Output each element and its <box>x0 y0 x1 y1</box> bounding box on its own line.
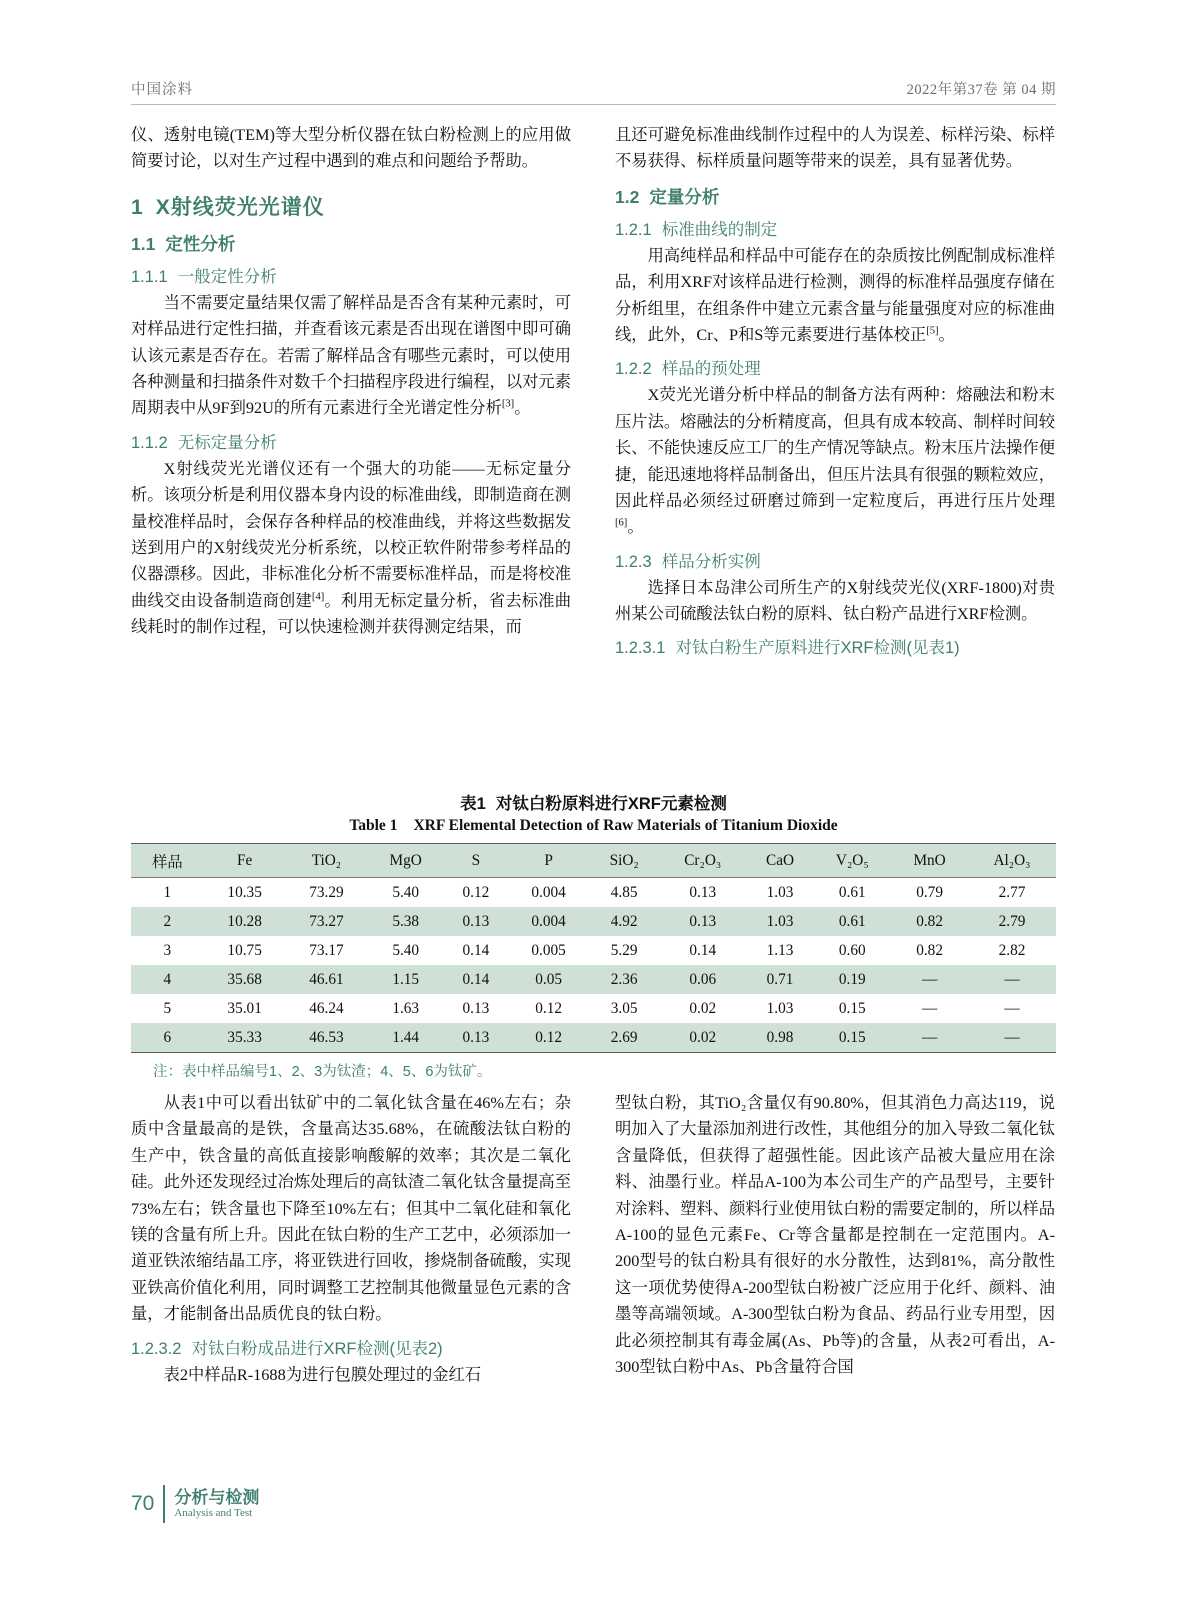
table-cell: 5.40 <box>392 884 420 901</box>
table-cell: 1.63 <box>392 1000 420 1017</box>
heading-1-2-3-2-number: 1.2.3.2 <box>131 1339 182 1358</box>
table-cell: 0.005 <box>531 942 566 959</box>
table-cell: 0.61 <box>838 913 866 930</box>
top-columns <box>131 122 1056 661</box>
table-row <box>131 907 1056 936</box>
table-cell: 10.75 <box>227 942 262 959</box>
table-header-row <box>131 844 1056 878</box>
table-1-block <box>131 790 1056 1081</box>
table-1-label-en: Table 1 <box>349 817 398 834</box>
heading-1-2-1-number: 1.2.1 <box>615 220 652 239</box>
table-cell: 0.06 <box>689 971 717 988</box>
table-cell: 4.92 <box>610 913 638 930</box>
table-cell: 0.02 <box>689 1000 717 1017</box>
table-cell: 0.14 <box>462 942 490 959</box>
table-cell: 2.82 <box>998 942 1026 959</box>
paragraph-qualitative-text: 当不需要定量结果仅需了解样品是否含有某种元素时，可对样品进行定性扫描，并查看该元素是否出现在谱图中即可确认该元素是否存在。若需了解样品含有哪些元素时，可以使用各种测量和扫描条件对数千个扫描程序段进行编程，以对元素周期表中从9F到92U的所有元素进行全光谱定性分析 <box>131 292 571 418</box>
heading-1-2-title: 定量分析 <box>649 186 720 207</box>
right-column-bottom <box>615 1090 1055 1388</box>
heading-1-2-3-1 <box>615 634 1055 658</box>
table-1 <box>131 843 1056 1053</box>
table-cell: — <box>921 1000 938 1017</box>
table-cell: 0.12 <box>462 884 490 901</box>
table-cell: 1.13 <box>766 942 794 959</box>
left-column-bottom <box>131 1090 571 1388</box>
left-column-top <box>131 122 571 661</box>
paragraph-pretreatment-text: X荧光光谱分析中样品的制备方法有两种：熔融法和粉末压片法。熔融法的分析精度高，但具有成本较高、制样时间较长、不能快速反应工厂的生产情况等缺点。粉末压片法操作便捷，能迅速地将样品制备出，但压片法具有很强的颗粒效应，因此样品必须经过研磨过筛到一定粒度后，再进行压片处理 <box>615 385 1055 510</box>
table-cell: — <box>921 971 938 988</box>
table-cell: 0.14 <box>462 971 490 988</box>
heading-1-1-1-title: 一般定性分析 <box>177 267 277 286</box>
table-1-note: 注：表中样品编号1、2、3为钛渣；4、5、6为钛矿。 <box>153 1064 492 1080</box>
heading-1-1-title: 定性分析 <box>165 233 236 254</box>
paragraph-qualitative <box>131 290 571 422</box>
paragraph-table2-intro: 表2中样品R-1688为进行包膜处理过的金红石 <box>163 1364 482 1384</box>
table-col-header: Cr₂O₃ <box>659 844 747 878</box>
table-cell: — <box>1004 1000 1020 1017</box>
table-cell: 2 <box>163 913 172 930</box>
table-cell: 2.69 <box>590 1023 659 1053</box>
paragraph-calibration <box>615 243 1055 349</box>
table-cell: 0.02 <box>659 1023 747 1053</box>
table-cell: 0.13 <box>444 1023 508 1053</box>
table-cell: 0.12 <box>535 1000 562 1017</box>
table-cell: 5.38 <box>392 913 420 930</box>
table-col-header: MgO <box>367 844 444 878</box>
heading-1-2-2 <box>615 355 1055 379</box>
table-col-header: MnO <box>891 844 968 878</box>
table-cell: 1.44 <box>367 1023 444 1053</box>
paragraph-calibration-tail: 。 <box>938 324 955 344</box>
heading-1-1-1 <box>131 263 571 287</box>
table-cell: 0.12 <box>508 1023 590 1053</box>
table-cell: 6 <box>131 1023 204 1053</box>
table-cell: 0.82 <box>916 913 943 930</box>
table-1-body <box>131 878 1056 1053</box>
table-row <box>131 994 1056 1023</box>
right-column-top <box>615 122 1055 661</box>
heading-1-2-number: 1.2 <box>615 186 640 207</box>
page-number: 70 <box>131 1492 155 1515</box>
footer-section-en: Analysis and Test <box>174 1507 253 1520</box>
table-col-header: SiO₂ <box>590 844 659 878</box>
table-cell: 2.36 <box>610 971 638 988</box>
table-cell: 73.29 <box>309 884 344 901</box>
table-row <box>131 878 1056 908</box>
table-cell: 0.14 <box>689 942 717 959</box>
table-cell: 46.24 <box>309 1000 344 1017</box>
table-cell: 0.98 <box>747 1023 814 1053</box>
table-cell: 0.19 <box>838 971 866 988</box>
table-cell: 4.85 <box>610 884 638 901</box>
heading-section-1 <box>131 191 571 221</box>
table-cell: 1.03 <box>766 1000 794 1017</box>
heading-1-1-2 <box>131 429 571 453</box>
table-cell: 0.60 <box>838 942 866 959</box>
table-cell: 46.61 <box>309 971 344 988</box>
table-cell: — <box>891 1023 968 1053</box>
page-footer <box>131 1485 259 1523</box>
heading-1-2-3-1-title: 对钛白粉生产原料进行XRF检测(见表1) <box>675 639 960 658</box>
table-cell: 10.35 <box>227 884 262 901</box>
paragraph-intro: 仪、透射电镜(TEM)等大型分析仪器在钛白粉检测上的应用做简要讨论，以对生产过程中遇到的难点和问题给予帮助。 <box>131 125 571 171</box>
table-col-header: TiO₂ <box>286 844 368 878</box>
table-col-header: CaO <box>747 844 814 878</box>
table-1-label-cn: 表1 <box>460 795 486 813</box>
table-cell: — <box>1004 971 1020 988</box>
heading-1-1-2-number: 1.1.2 <box>131 433 168 452</box>
heading-1-1-1-number: 1.1.1 <box>131 267 168 286</box>
heading-1-2-2-number: 1.2.2 <box>615 360 652 379</box>
footer-section <box>174 1488 259 1520</box>
table-cell: 0.05 <box>535 971 562 988</box>
table-cell: 0.15 <box>838 1000 866 1017</box>
reference-3: [3] <box>501 398 515 410</box>
table-cell: 4 <box>163 971 172 988</box>
paragraph-products-discussion: 型钛白粉，其TiO₂含量仅有90.80%，但其消色力高达119，说明加入了大量添加剂进行改性，其他组分的加入导致二氧化钛含量降低，但获得了超强性能。因此该产品被大量应用在涂料、油墨行业。样品A-100为本公司生产的产品型号，主要针对涂料、塑料、颜料行业使用钛白粉的需要定制的，所以样品A-100的显色元素Fe、Cr等含量都是控制在一定范围内。A-200型号的钛白粉具有很好的水分散性，达到81%，高分散性这一项优势使得A-200型钛白粉被广泛应用于化纤、颜料、油墨等高端领域。A-300型钛白粉为食品、药品行业专用型，因此必须控制其有毒金属(As、Pb等)的含量，从表2可看出，A-300型钛白粉中As、Pb含量符合国 <box>615 1093 1055 1376</box>
table-col-header: P <box>508 844 590 878</box>
table-cell: 0.004 <box>531 913 566 930</box>
table-cell: 0.13 <box>689 913 717 930</box>
header-divider <box>131 104 1056 105</box>
table-cell: 0.82 <box>916 942 943 959</box>
table-cell: 0.79 <box>916 884 943 901</box>
table-cell: 0.71 <box>766 971 794 988</box>
paragraph-calibration-text: 用高纯样品和样品中可能存在的杂质按比例配制成标准样品，利用XRF对该样品进行检测，测得的标准样品强度存储在分析组里，在组条件中建立元素含量与能量强度对应的标准曲线，此外，Cr、P和S等元素要进行基体校正 <box>615 245 1055 344</box>
table-cell: 73.17 <box>309 942 344 959</box>
table-cell: 0.15 <box>813 1023 891 1053</box>
table-cell: — <box>968 1023 1056 1053</box>
journal-name: 中国涂料 <box>131 82 193 98</box>
table-cell: 5.29 <box>610 942 638 959</box>
footer-section-cn: 分析与检测 <box>174 1487 260 1507</box>
paragraph-standardless <box>131 456 571 641</box>
issue-info: 2022年第37卷 第 04 期 <box>906 82 1056 98</box>
table-cell: 46.53 <box>286 1023 368 1053</box>
table-row <box>131 965 1056 994</box>
table-col-header: 样品 <box>131 844 204 878</box>
table-1-title-cn: 对钛白粉原料进行XRF元素检测 <box>495 795 727 813</box>
table-cell: 5 <box>163 1000 172 1017</box>
table-cell: 0.004 <box>531 884 566 901</box>
heading-1-2-2-title: 样品的预处理 <box>661 360 761 379</box>
table-col-header: V₂O₅ <box>813 844 891 878</box>
paragraph-standardless-tail: 。利用无标定量分析，省去标准曲线耗时的制作过程，可以快速检测并获得测定结果，而 <box>131 590 571 637</box>
paragraph-example: 选择日本岛津公司所生产的X射线荧光仪(XRF-1800)对贵州某公司硫酸法钛白粉的原料、钛白粉产品进行XRF检测。 <box>615 577 1055 624</box>
heading-1-2-3-2 <box>131 1335 571 1359</box>
footer-divider <box>163 1485 165 1523</box>
paragraph-standardless-text: X射线荧光光谱仪还有一个强大的功能——无标定量分析。该项分析是利用仪器本身内设的标准曲线，即制造商在测量校准样品时，会保存各种样品的校准曲线，并将这些数据发送到用户的X射线荧光分析系统，以校正软件附带参考样品的仪器漂移。因此，非标准化分析不需要标准样品，而是将校准曲线交由设备制造商创建 <box>131 458 571 610</box>
heading-1-1 <box>131 231 571 256</box>
table-cell: 1 <box>163 884 172 901</box>
heading-1-2-3-title: 样品分析实例 <box>661 552 761 571</box>
table-cell: 35.68 <box>227 971 262 988</box>
heading-1-2-1 <box>615 216 1055 240</box>
table-cell: 1.15 <box>392 971 420 988</box>
paragraph-pretreatment-tail: 。 <box>627 517 644 537</box>
table-cell: 2.77 <box>998 884 1026 901</box>
reference-6: [6] <box>615 517 628 529</box>
table-cell: 0.13 <box>462 913 490 930</box>
heading-section-1-title: X射线荧光光谱仪 <box>155 195 325 219</box>
heading-1-2-3 <box>615 548 1055 572</box>
heading-1-2-1-title: 标准曲线的制定 <box>661 220 778 239</box>
table-1-head <box>131 844 1056 878</box>
page-header <box>131 78 1056 99</box>
table-cell: 3 <box>163 942 172 959</box>
table-col-header: S <box>444 844 508 878</box>
heading-1-2 <box>615 184 1055 209</box>
table-cell: 1.03 <box>766 884 794 901</box>
heading-1-2-3-2-title: 对钛白粉成品进行XRF检测(见表2) <box>191 1339 443 1358</box>
table-cell: 3.05 <box>610 1000 638 1017</box>
paragraph-table1-discussion: 从表1中可以看出钛矿中的二氧化钛含量在46%左右；杂质中含量最高的是铁，含量高达35.68%，在硫酸法钛白粉的生产中，铁含量的高低直接影响酸解的效率；其次是二氧化硅。此外还发现经过冶炼处理后的高钛渣二氧化钛含量提高至73%左右；铁含量也下降至10%左右；但其中二氧化硅和氧化镁的含量有所上升。因此在钛白粉的生产工艺中，必须添加一道亚铁浓缩结晶工序，将亚铁进行回收，掺烧制备硫酸，实现亚铁高价值化利用，同时调整工艺控制其他微量显色元素的含量，才能制备出品质优良的钛白粉。 <box>131 1093 571 1324</box>
table-cell: 5.40 <box>392 942 420 959</box>
table-cell: 73.27 <box>309 913 344 930</box>
table-1-caption-cn <box>131 790 1056 814</box>
table-cell: 35.33 <box>204 1023 286 1053</box>
heading-1-2-3-number: 1.2.3 <box>615 552 652 571</box>
table-cell: 0.13 <box>462 1000 490 1017</box>
heading-1-1-number: 1.1 <box>131 233 156 254</box>
table-cell: 35.01 <box>227 1000 262 1017</box>
heading-1-2-3-1-number: 1.2.3.1 <box>615 639 666 658</box>
paragraph-advantages: 且还可避免标准曲线制作过程中的人为误差、标样污染、标样不易获得、标样质量问题等带来的误差，具有显著优势。 <box>615 125 1055 171</box>
table-row <box>131 936 1056 965</box>
reference-4: [4] <box>311 591 325 603</box>
bottom-columns <box>131 1090 1056 1388</box>
table-col-header: Al₂O₃ <box>968 844 1056 878</box>
table-cell: 10.28 <box>227 913 262 930</box>
table-1-title-en: XRF Elemental Detection of Raw Materials of Titanium Dioxide <box>413 817 838 834</box>
table-col-header: Fe <box>204 844 286 878</box>
table-cell: 2.79 <box>998 913 1026 930</box>
table-cell: 1.03 <box>766 913 794 930</box>
table-cell: 0.13 <box>689 884 717 901</box>
paragraph-qualitative-tail: 。 <box>514 398 531 418</box>
heading-section-1-number: 1 <box>131 195 144 219</box>
heading-1-1-2-title: 无标定量分析 <box>177 433 277 452</box>
table-row <box>131 1023 1056 1053</box>
table-cell: 0.61 <box>838 884 866 901</box>
reference-5: [5] <box>926 325 939 337</box>
table-1-caption-en <box>131 817 1056 835</box>
paragraph-pretreatment <box>615 382 1055 540</box>
